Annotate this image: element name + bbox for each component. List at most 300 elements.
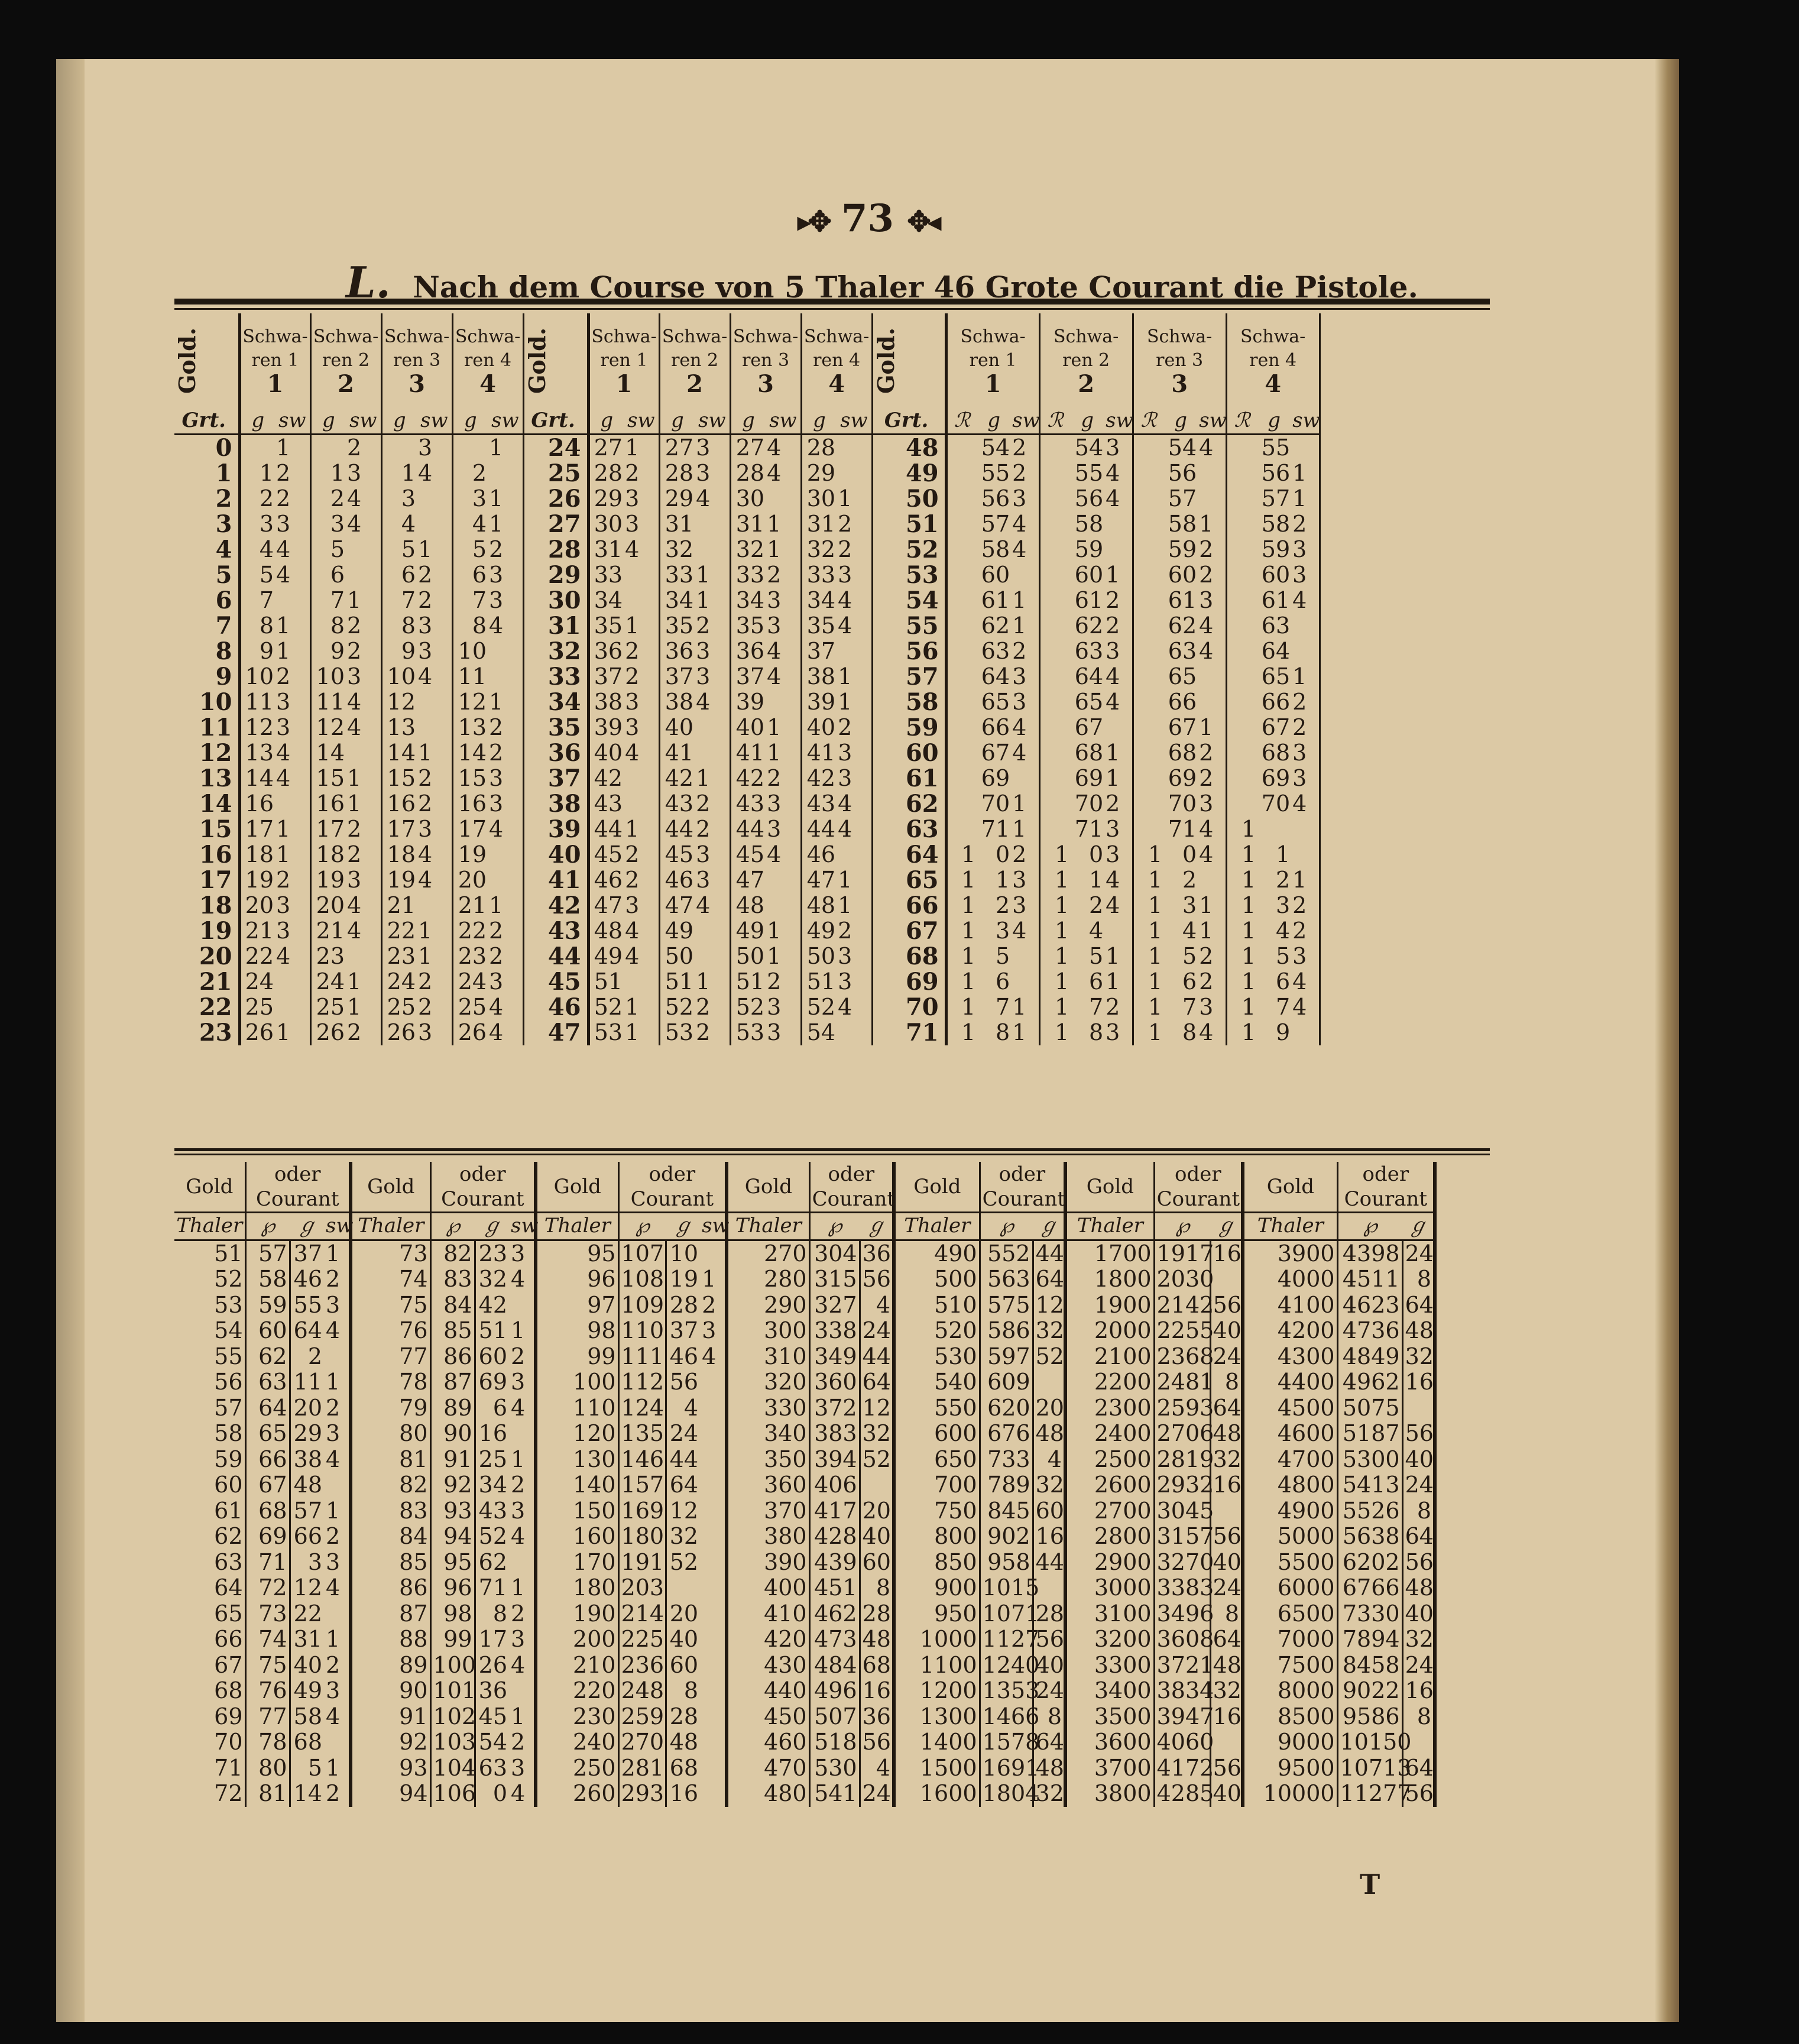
- rt-value: [1133, 791, 1163, 817]
- pistole-value: 484: [809, 1653, 860, 1679]
- g-head: g: [310, 408, 346, 435]
- thaler-value: 53: [174, 1293, 245, 1319]
- pistole-value: 3721: [1154, 1653, 1210, 1679]
- g-value: 20: [316, 892, 345, 918]
- courant-label: Courant: [630, 1187, 714, 1211]
- sw-head: sw: [1011, 408, 1039, 435]
- thaler-value: 2700: [1065, 1498, 1154, 1524]
- thaler-value: 1000: [894, 1627, 980, 1653]
- thaler-value: 69: [174, 1704, 245, 1730]
- top-table-row: [174, 918, 1320, 944]
- top-table-row: [174, 944, 1320, 969]
- thaler-value: 79: [351, 1395, 430, 1421]
- sw-value: 1: [837, 867, 872, 893]
- sw-value: [488, 664, 523, 689]
- grote-value: 16: [860, 1678, 894, 1704]
- sw-value: [700, 1678, 727, 1704]
- rt-value: [1039, 766, 1070, 791]
- thaler-value: 84: [351, 1524, 430, 1550]
- g-value: 50: [806, 943, 836, 969]
- g-value: 1: [401, 460, 416, 486]
- grote-value: 61: [872, 766, 946, 791]
- rt-value: [1226, 562, 1257, 588]
- sw-value: 2: [275, 867, 310, 893]
- pistole-value: 4285: [1154, 1781, 1210, 1807]
- sw-value: [1291, 817, 1320, 842]
- pistole-value: 3383: [1154, 1575, 1210, 1601]
- sw-value: 2: [417, 969, 452, 995]
- sw-value: 4: [417, 867, 452, 893]
- g-value: 52: [806, 994, 836, 1020]
- sw-value: 2: [275, 461, 310, 486]
- grote-value: 32: [1402, 1344, 1435, 1370]
- sw-value: 1: [700, 1266, 727, 1293]
- pistole-value: 9022: [1337, 1678, 1402, 1704]
- sw-value: 2: [1291, 893, 1320, 918]
- sw-value: 4: [1198, 639, 1226, 664]
- pistole-value: 439: [809, 1550, 860, 1576]
- sw-value: 1: [695, 766, 730, 791]
- conversion-table-bottom: [174, 1162, 1490, 1807]
- thaler-value: 9000: [1243, 1729, 1337, 1755]
- pistole-value: 597: [980, 1344, 1033, 1370]
- g-value: 63: [1261, 613, 1291, 639]
- grote-value: 68: [872, 944, 946, 969]
- pistole-value: 58: [245, 1266, 290, 1293]
- thaler-value: 400: [727, 1575, 809, 1601]
- sw-value: [766, 689, 801, 715]
- rt-value: [946, 435, 977, 461]
- schwaren-number: 2: [338, 370, 354, 398]
- sw-value: 3: [1291, 562, 1320, 588]
- grote-value: 46: [523, 995, 588, 1020]
- gold-header: Gold: [174, 1162, 245, 1213]
- sw-value: 4: [324, 1318, 351, 1344]
- g-value: 66: [981, 714, 1010, 740]
- top-table-row: [174, 613, 1320, 639]
- sw-value: 1: [1291, 461, 1320, 486]
- pistole-value: 281: [618, 1755, 666, 1781]
- g-value: [239, 435, 275, 461]
- sw-value: 1: [1011, 613, 1039, 639]
- sw-head: sw: [346, 408, 381, 435]
- g-value: 21: [316, 918, 345, 944]
- grote-value: [1210, 1498, 1243, 1524]
- top-table-row: [174, 740, 1320, 766]
- sw-value: [695, 537, 730, 562]
- grote-value: 52: [478, 1523, 508, 1549]
- g-value: 39: [735, 689, 765, 715]
- bottom-header-row: [174, 1162, 1435, 1213]
- schwaren-label: Schwa- ren 4: [1240, 326, 1306, 371]
- sw-value: 2: [1198, 740, 1226, 766]
- grote-value: 15: [174, 817, 239, 842]
- sw-value: 4: [695, 689, 730, 715]
- sw-value: 2: [695, 1020, 730, 1045]
- g-value: 5: [1088, 943, 1104, 969]
- grote-value: 48: [1210, 1421, 1243, 1447]
- rt-value: [1133, 715, 1163, 740]
- g-value: 36: [665, 638, 694, 664]
- grote-value: 7: [174, 613, 239, 639]
- pistole-value: 157: [618, 1472, 666, 1498]
- thaler-value: 530: [894, 1344, 980, 1370]
- sw-value: [700, 1601, 727, 1627]
- g-value: 7: [1182, 994, 1197, 1020]
- pistole-value: 85: [430, 1318, 475, 1344]
- oder-courant-header: [980, 1162, 1065, 1213]
- sw-value: 4: [766, 842, 801, 867]
- grote-value: 48: [1210, 1653, 1243, 1679]
- g-value: 6: [1088, 968, 1104, 995]
- g-value: 22: [458, 918, 487, 944]
- thaler-value: 390: [727, 1550, 809, 1576]
- bottom-table-row: [174, 1318, 1435, 1344]
- grote-value: 56: [1210, 1524, 1243, 1550]
- sw-value: 4: [1104, 461, 1133, 486]
- grote-value: 49: [872, 461, 946, 486]
- rt-value: 1: [961, 943, 976, 969]
- g-value: 3: [995, 918, 1010, 944]
- sw-value: 3: [488, 766, 523, 791]
- bottom-column-head-row: [174, 1213, 1435, 1240]
- grote-value: 24: [1210, 1344, 1243, 1370]
- rt-value: [946, 537, 977, 562]
- g-value: 37: [735, 663, 765, 689]
- g-value: 67: [1261, 714, 1291, 740]
- g-value: 24: [316, 968, 345, 995]
- grote-value: 4: [683, 1394, 699, 1421]
- page-header: [56, 196, 1679, 241]
- sw-value: 3: [509, 1498, 536, 1524]
- sw-value: 2: [1291, 511, 1320, 537]
- bottom-table-row: [174, 1524, 1435, 1550]
- grote-value: 44: [860, 1344, 894, 1370]
- g-value: 48: [735, 892, 765, 918]
- grote-value: 36: [860, 1704, 894, 1730]
- g-value: 7: [1088, 994, 1104, 1020]
- pistole-value: 428: [809, 1524, 860, 1550]
- sw-value: 1: [275, 613, 310, 639]
- rt-value: [1039, 588, 1070, 613]
- sw-value: 4: [509, 1395, 536, 1421]
- bottom-table-row: [174, 1344, 1435, 1370]
- top-rule: [174, 299, 1490, 310]
- rt-value: [1039, 613, 1070, 639]
- grote-value: 39: [523, 817, 588, 842]
- pistole-value: 72: [245, 1575, 290, 1601]
- grote-value: 23: [174, 1020, 239, 1045]
- sw-value: 3: [1104, 639, 1133, 664]
- thaler-value: 75: [351, 1293, 430, 1319]
- sw-value: 2: [346, 435, 381, 461]
- sw-value: 3: [324, 1421, 351, 1447]
- g-value: 68: [1074, 740, 1104, 766]
- thaler-value: 520: [894, 1318, 980, 1344]
- schwaren-label: Schwa- ren 3: [1146, 326, 1213, 371]
- oder-label: oder: [828, 1162, 875, 1186]
- sw-value: 1: [624, 817, 659, 842]
- g-value: 12: [316, 714, 345, 740]
- sw-value: 1: [417, 740, 452, 766]
- g-value: 26: [316, 1019, 345, 1045]
- rt-value: 1: [1241, 1019, 1256, 1045]
- pistole-value: 1804: [980, 1781, 1033, 1807]
- sw-value: 2: [624, 842, 659, 867]
- thaler-value: 66: [174, 1627, 245, 1653]
- pistole-value: 1071: [980, 1601, 1033, 1627]
- thaler-value: 72: [174, 1781, 245, 1807]
- sw-value: 3: [346, 664, 381, 689]
- sw-value: 4: [1011, 511, 1039, 537]
- rt-value: [1039, 664, 1070, 689]
- grote-value: 4: [860, 1755, 894, 1781]
- schwaren-header: [801, 313, 872, 408]
- top-table-row: [174, 995, 1320, 1020]
- grote-value: 71: [478, 1575, 508, 1601]
- thaler-value: 220: [536, 1678, 618, 1704]
- sw-value: 3: [695, 842, 730, 867]
- sw-value: [837, 435, 872, 461]
- pistole-value: 5526: [1337, 1498, 1402, 1524]
- rt-value: [946, 715, 977, 740]
- grote-value: 8: [683, 1677, 699, 1703]
- grote-value: 0: [174, 435, 239, 461]
- grote-value: 30: [523, 588, 588, 613]
- g-value: 28: [806, 435, 836, 461]
- grote-value: 56: [1402, 1421, 1435, 1447]
- rt-value: 1: [1148, 841, 1163, 867]
- g-value: 69: [1261, 765, 1291, 791]
- rt-value: [1226, 511, 1257, 537]
- p-head: ℘: [1154, 1213, 1210, 1240]
- g-value: 4: [1182, 918, 1197, 944]
- g-value: 67: [1168, 714, 1197, 740]
- pistole-value: 259: [618, 1704, 666, 1730]
- g-value: 33: [594, 562, 623, 588]
- thaler-value: 1100: [894, 1653, 980, 1679]
- rt-value: [1226, 791, 1257, 817]
- sw-value: 4: [695, 893, 730, 918]
- grote-value: 45: [478, 1703, 508, 1729]
- rt-value: [1039, 639, 1070, 664]
- oder-label: oder: [1362, 1162, 1409, 1186]
- grote-value: 8: [1210, 1601, 1243, 1627]
- grote-value: 12: [293, 1575, 322, 1601]
- pistole-value: 94: [430, 1524, 475, 1550]
- g-value: 15: [458, 765, 487, 791]
- g-value: 56: [981, 485, 1010, 511]
- sw-value: 3: [766, 995, 801, 1020]
- g-value: 25: [245, 994, 274, 1020]
- thaler-value: 190: [536, 1601, 618, 1627]
- thaler-value: 73: [351, 1240, 430, 1266]
- g-value: 6: [330, 562, 345, 588]
- grote-value: 25: [523, 461, 588, 486]
- grote-value: 48: [872, 435, 946, 461]
- sw-value: [324, 1472, 351, 1498]
- grote-value: 52: [669, 1549, 699, 1575]
- g-value: 30: [594, 511, 623, 537]
- pistole-value: 4060: [1154, 1729, 1210, 1755]
- rt-head: ℛ: [1226, 408, 1257, 435]
- g-value: 43: [735, 791, 765, 817]
- g-head: g: [1163, 408, 1198, 435]
- sw-value: [1104, 918, 1133, 944]
- g-head: ℊ: [860, 1213, 894, 1240]
- sw-value: 2: [509, 1601, 536, 1627]
- pistole-value: 108: [618, 1266, 666, 1293]
- grote-value: 19: [669, 1266, 699, 1292]
- g-value: 14: [387, 740, 416, 766]
- grote-value: 58: [293, 1703, 322, 1729]
- grote-value: 66: [872, 893, 946, 918]
- sw-value: 4: [346, 511, 381, 537]
- thaler-value: 81: [351, 1447, 430, 1473]
- g-value: 51: [735, 968, 765, 995]
- sw-value: 1: [837, 893, 872, 918]
- rt-value: [946, 817, 977, 842]
- sw-value: [324, 1344, 351, 1370]
- grote-value: 16: [478, 1420, 508, 1446]
- g-value: 64: [1074, 663, 1104, 689]
- g-value: 2: [330, 485, 345, 511]
- g-value: 14: [458, 740, 487, 766]
- sw-value: 1: [1104, 562, 1133, 588]
- rt-value: [1039, 715, 1070, 740]
- pistole-value: 84: [430, 1293, 475, 1319]
- thaler-value: 3400: [1065, 1678, 1154, 1704]
- grote-value: 56: [1402, 1781, 1435, 1807]
- grote-value: 21: [174, 969, 239, 995]
- sw-value: 3: [624, 689, 659, 715]
- pistole-value: 180: [618, 1524, 666, 1550]
- grote-value: 60: [478, 1343, 508, 1369]
- sw-value: 1: [488, 893, 523, 918]
- g-value: 31: [594, 536, 623, 562]
- rt-value: 1: [1241, 816, 1256, 842]
- sw-value: [1011, 562, 1039, 588]
- sw-head: sw: [700, 1213, 727, 1240]
- g-value: 5: [995, 943, 1010, 969]
- sw-value: [324, 1729, 351, 1755]
- grote-value: 9: [174, 664, 239, 689]
- g-value: 9: [330, 638, 345, 664]
- sw-value: 3: [1291, 740, 1320, 766]
- thaler-value: 64: [174, 1575, 245, 1601]
- thaler-value: 67: [174, 1653, 245, 1679]
- pistole-value: 609: [980, 1369, 1033, 1395]
- pistole-value: 2481: [1154, 1369, 1210, 1395]
- thaler-value: 55: [174, 1344, 245, 1370]
- sw-value: 3: [766, 791, 801, 817]
- g-value: 24: [458, 968, 487, 995]
- grote-value: 37: [293, 1240, 322, 1266]
- top-table-row: [174, 562, 1320, 588]
- schwaren-number: 2: [1078, 370, 1095, 398]
- sw-value: [766, 893, 801, 918]
- bottom-table-row: [174, 1755, 1435, 1781]
- sw-value: 2: [417, 562, 452, 588]
- g-value: 19: [458, 841, 487, 867]
- bottom-table-row: [174, 1447, 1435, 1473]
- g-value: 41: [735, 740, 765, 766]
- pistole-value: 394: [809, 1447, 860, 1473]
- grote-value: 44: [523, 944, 588, 969]
- sw-head: sw: [509, 1213, 536, 1240]
- grote-value: 57: [293, 1497, 322, 1524]
- top-table-row: [174, 461, 1320, 486]
- rt-value: [1226, 461, 1257, 486]
- thaler-value: 750: [894, 1498, 980, 1524]
- pistole-value: 552: [980, 1240, 1033, 1266]
- sw-value: 1: [275, 817, 310, 842]
- sw-value: 4: [417, 842, 452, 867]
- thaler-value: 74: [351, 1266, 430, 1293]
- thaler-value: 59: [174, 1447, 245, 1473]
- sw-value: 2: [488, 537, 523, 562]
- rt-value: 1: [1054, 841, 1069, 867]
- grote-value: 48: [1402, 1318, 1435, 1344]
- sw-value: 3: [488, 562, 523, 588]
- sw-value: 1: [417, 537, 452, 562]
- grote-value: 32: [478, 1266, 508, 1292]
- sw-value: 4: [488, 995, 523, 1020]
- sw-value: 1: [1104, 740, 1133, 766]
- sw-value: 4: [766, 664, 801, 689]
- pistole-value: 102: [430, 1704, 475, 1730]
- book-page: [56, 59, 1679, 2022]
- pistole-value: 620: [980, 1395, 1033, 1421]
- g-value: 5: [472, 536, 487, 562]
- thaler-value: 96: [536, 1266, 618, 1293]
- g-value: 30: [735, 485, 765, 511]
- sw-value: 3: [488, 969, 523, 995]
- g-value: 3: [259, 511, 274, 537]
- schwaren-number: 2: [686, 370, 703, 398]
- schwaren-label: Schwa- ren 1: [960, 326, 1026, 371]
- g-value: 42: [594, 765, 623, 791]
- sw-value: 3: [417, 613, 452, 639]
- pistole-value: 109: [618, 1293, 666, 1319]
- sw-value: 1: [324, 1240, 351, 1266]
- pistole-value: 101: [430, 1678, 475, 1704]
- grote-value: 43: [478, 1497, 508, 1524]
- sw-value: 2: [1198, 537, 1226, 562]
- grote-value: 24: [1033, 1678, 1065, 1704]
- thaler-value: 95: [536, 1240, 618, 1266]
- g-value: 12: [245, 714, 274, 740]
- schwaren-number: 1: [984, 370, 1001, 398]
- g-value: 48: [806, 892, 836, 918]
- thaler-value: 2600: [1065, 1472, 1154, 1498]
- sw-head: sw: [766, 408, 801, 435]
- pistole-value: 9586: [1337, 1704, 1402, 1730]
- sw-value: 4: [1198, 1020, 1226, 1045]
- g-value: 10: [458, 638, 487, 664]
- pistole-value: 473: [809, 1627, 860, 1653]
- sw-value: 1: [1291, 664, 1320, 689]
- g-value: 57: [1261, 485, 1291, 511]
- schwaren-number: 4: [1265, 370, 1282, 398]
- grote-value: 27: [523, 511, 588, 537]
- oder-label: oder: [274, 1162, 321, 1186]
- thaler-value: 1600: [894, 1781, 980, 1807]
- g-value: 50: [735, 943, 765, 969]
- sw-value: 4: [766, 639, 801, 664]
- grote-value: 56: [1402, 1550, 1435, 1576]
- sw-value: 4: [695, 486, 730, 511]
